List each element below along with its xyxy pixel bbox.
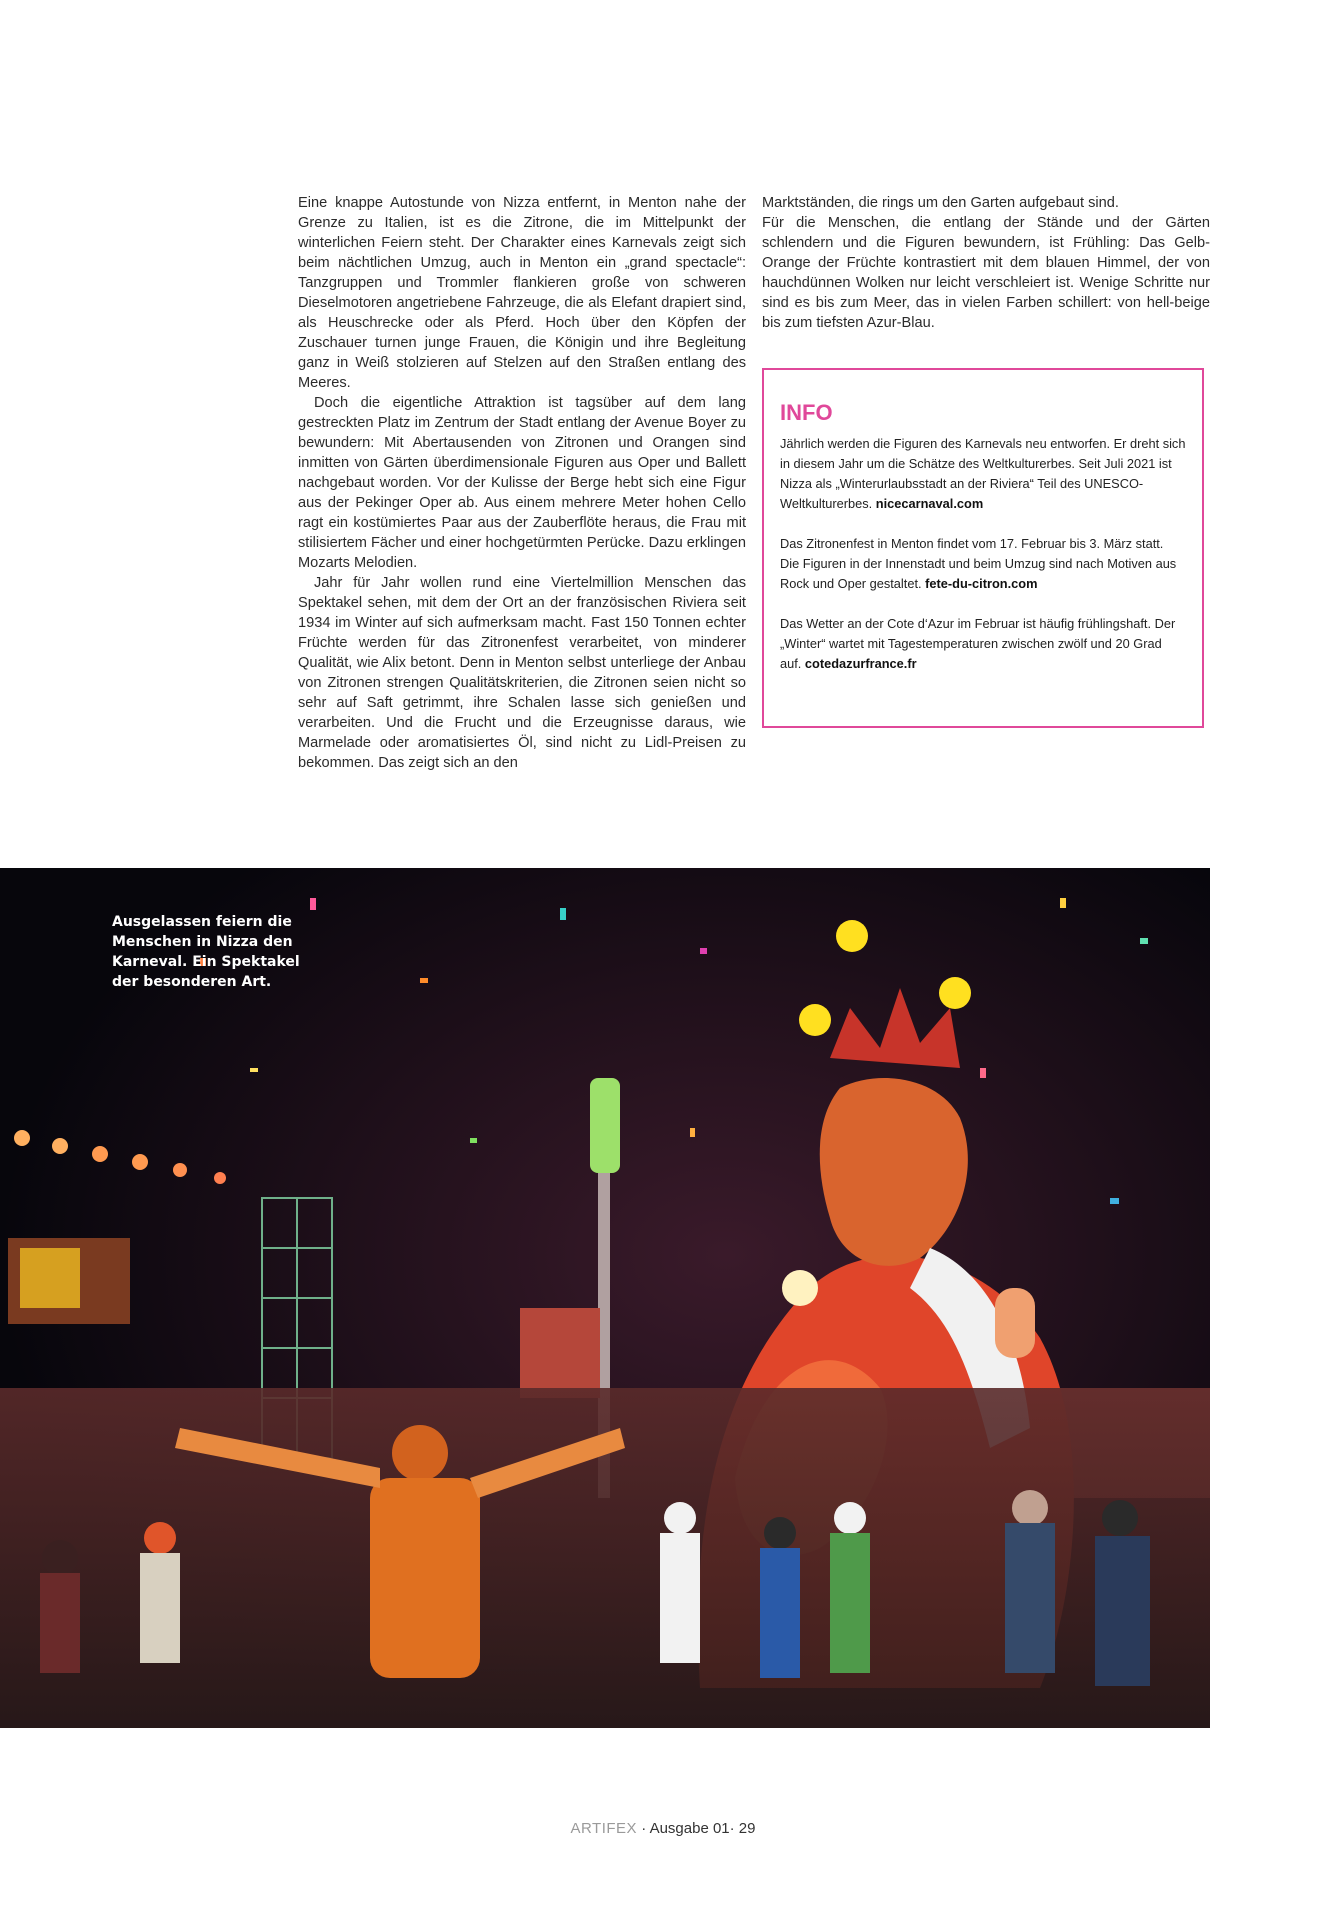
info-paragraph — [780, 614, 1186, 674]
info-link-nicecarnaval[interactable]: nicecarnaval.com — [875, 496, 984, 511]
info-text: Das Zitronenfest in Menton findet vom 17. Februar bis 3. März statt. Die Figuren in der Innenstadt und beim Umzug sind nach Motiven aus Rock und Oper gestaltet. — [780, 536, 1177, 591]
info-paragraph — [780, 534, 1186, 594]
article-paragraph: Jahr für Jahr wollen rund eine Viertelmillion Menschen das Spektakel sehen, mit dem der Ort an der französischen Riviera seit 1934 im Winter auf sich aufmerksam macht. Fast 150 Tonnen echter Früchte werden für das Zitronenfest verarbeitet, von minderer Qualität, wie Alix betont. Denn in Menton selbst unterliege der Anbau von Zitronen strengen Qualitätskriterien, die Zitronen seien nicht so sehr auf Saft getrimmt, ihre Schalen lasse sich genießen und verarbeiten. Und die Frucht und die Erzeugnisse daraus, wie Marmelade oder aromatisiertes Öl, sind nicht zu Lidl-Preisen zu bekommen. Das zeigt sich an den — [298, 575, 746, 771]
carnival-scene-illustration — [0, 868, 1210, 1728]
info-box — [762, 368, 1204, 728]
info-link-fete-du-citron[interactable]: fete-du-citron.com — [925, 576, 1038, 591]
info-title: INFO — [780, 400, 833, 425]
photo-caption: Ausgelassen feiern die Menschen in Nizza den Karneval. Ein Spektakel der besonderen Art. — [112, 914, 300, 990]
article-column-right — [762, 193, 1210, 333]
article-paragraph: Marktständen, die rings um den Garten aufgebaut sind. — [762, 195, 1119, 211]
info-paragraph — [780, 434, 1186, 514]
article-paragraph: Eine knappe Autostunde von Nizza entfernt, in Menton nahe der Grenze zu Italien, ist es die Zitrone, die im Mittelpunkt der winterlichen Feiern steht. Der Charakter eines Karnevals zeigt sich beim nächtlichen Umzug, auch in Menton ein „grand spectacle“: Tanzgruppen und Trommler flankieren große von schweren Dieselmotoren angetriebene Fahrzeuge, die als Elefant drapiert sind, als Heuschrecke oder als Pferd. Hoch über den Köpfen der Zuschauer turnen junge Frauen, die Königin und ihre Begleitung ganz in Weiß stolzieren auf Stelzen auf den Straßen entlang des Meeres. — [298, 195, 746, 391]
magazine-brand: ARTIFEX — [570, 1820, 638, 1837]
article-paragraph: Doch die eigentliche Attraktion ist tagsüber auf dem lang gestreckten Platz im Zentrum der Stadt entlang der Avenue Boyer zu bewundern: Mit Abertausenden von Zitronen und Orangen sind inmitten von Gärten überdimensionale Figuren aus Oper und Ballett nachgebaut worden. Vor der Kulisse der Berge hebt sich eine Figur aus der Pekinger Oper ab. Aus einem mehrere Meter hohen Cello ragt ein kostümiertes Paar aus der Zauberflöte heraus, die Frau mit stilisiertem Fächer und einer hochgetürmten Perücke. Dazu erklingen Mozarts Melodien. — [298, 395, 746, 571]
info-text: Das Wetter an der Cote d‘Azur im Februar ist häufig frühlingshaft. Der „Winter“ wartet mit Tagestemperaturen zwischen zwölf und 20 Grad auf. — [780, 616, 1176, 671]
article-paragraph: Für die Menschen, die entlang der Stände und der Gärten schlendern und die Figuren bewundern, ist Frühling: Das Gelb-Orange der Früchte kontrastiert mit dem blauen Himmel, der von hauchdünnen Wolken nur leicht verschleiert ist. Wenige Schritte nur sind es bis zum Meer, das in vielen Farben schillert: von hell-beige bis zum tiefsten Azur-Blau. — [762, 215, 1210, 331]
issue-page-number: · Ausgabe 01· 29 — [641, 1820, 756, 1837]
info-text: Jährlich werden die Figuren des Karnevals neu entworfen. Er dreht sich in diesem Jahr um die Schätze des Weltkulturerbes. Seit Juli 2021 ist Nizza als „Winterurlaubsstadt an der Riviera“ Teil des UNESCO-Weltkulturerbes. — [780, 436, 1186, 511]
page-footer — [0, 1820, 1326, 1837]
article-column-left — [298, 193, 746, 773]
info-link-cotedazurfrance[interactable]: cotedazurfrance.fr — [804, 656, 917, 671]
carnival-photo — [0, 868, 1210, 1728]
